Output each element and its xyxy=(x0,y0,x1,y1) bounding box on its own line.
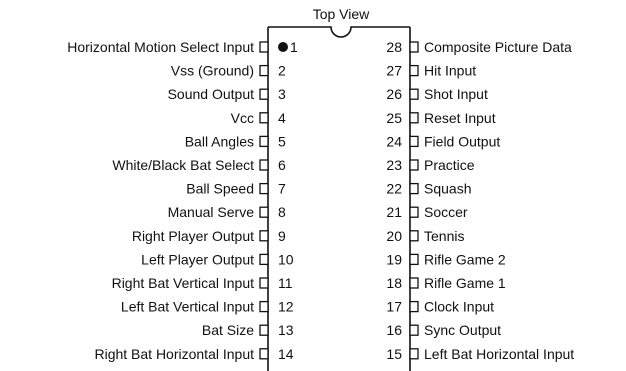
pin-label: Bat Size xyxy=(201,322,254,339)
pin-number: 11 xyxy=(278,275,293,291)
pin-number: 4 xyxy=(278,109,286,126)
pin-pad xyxy=(260,302,268,312)
pin-label: Hit Input xyxy=(424,62,477,79)
pin-label: Left Bat Horizontal Input xyxy=(424,345,575,362)
pin-number: 23 xyxy=(386,157,402,173)
pin-label: Vss (Ground) xyxy=(170,62,254,79)
pin-pad xyxy=(260,254,268,264)
pin-label: Rifle Game 1 xyxy=(424,275,506,291)
pin-pad xyxy=(260,231,268,241)
pin-number: 8 xyxy=(278,204,286,221)
pin-number: 15 xyxy=(386,345,402,362)
pin-label: White/Black Bat Select xyxy=(112,157,254,173)
pin-pad xyxy=(410,66,418,76)
pin-pad xyxy=(410,160,418,170)
chip-top-notch xyxy=(268,27,410,37)
pin-number: 1 xyxy=(290,39,298,55)
pin-label: Clock Input xyxy=(424,298,495,315)
pin1-indicator-dot xyxy=(278,42,288,52)
pin-pad xyxy=(410,184,418,194)
pin-number: 16 xyxy=(386,322,402,339)
pin-number: 20 xyxy=(386,227,402,244)
pin-number: 3 xyxy=(278,86,286,103)
pin-number: 10 xyxy=(278,251,294,268)
pin-number: 13 xyxy=(278,322,294,339)
pin-label: Ball Angles xyxy=(184,133,254,150)
pin-label: Sync Output xyxy=(424,322,502,339)
pin-number: 25 xyxy=(386,109,402,126)
pin-label: Composite Picture Data xyxy=(424,39,572,55)
pin-label: Ball Speed xyxy=(186,180,254,197)
pin-label: Sound Output xyxy=(167,86,254,103)
pin-label: Shot Input xyxy=(424,86,488,103)
pin-number: 14 xyxy=(278,345,294,362)
pin-number: 21 xyxy=(386,204,402,221)
pin-label: Practice xyxy=(424,157,475,173)
pin-number: 18 xyxy=(386,275,402,291)
pin-pad xyxy=(260,113,268,123)
pin-pad xyxy=(410,325,418,335)
pin-pad xyxy=(410,42,418,52)
left-pin-column xyxy=(67,39,298,362)
pin-label: Left Player Output xyxy=(141,251,254,268)
pin-label: Right Player Output xyxy=(131,227,254,244)
pin-pad xyxy=(410,136,418,146)
pin-pad xyxy=(260,66,268,76)
pin-number: 7 xyxy=(278,180,286,197)
pin-number: 22 xyxy=(386,180,402,197)
pin-number: 24 xyxy=(386,133,402,150)
pin-label: Horizontal Motion Select Input xyxy=(67,39,254,55)
pin-pad xyxy=(410,113,418,123)
pin-pad xyxy=(410,207,418,217)
pin-label: Manual Serve xyxy=(167,204,254,221)
pin-number: 19 xyxy=(386,251,402,268)
pin-pad xyxy=(260,278,268,288)
pin-number: 9 xyxy=(278,227,286,244)
pin-label: Right Bat Vertical Input xyxy=(111,275,254,291)
pin-pad xyxy=(410,89,418,99)
pin-number: 12 xyxy=(278,298,294,315)
pin-pad xyxy=(410,278,418,288)
right-pin-column xyxy=(386,39,574,362)
pin-number: 28 xyxy=(386,39,402,55)
pin-pad xyxy=(260,349,268,359)
pin-number: 5 xyxy=(278,133,286,150)
pin-pad xyxy=(410,302,418,312)
pin-label: Right Bat Horizontal Input xyxy=(94,345,254,362)
pin-label: Field Output xyxy=(424,133,501,150)
pin-label: Reset Input xyxy=(424,109,496,126)
pin-pad xyxy=(260,207,268,217)
pin-pad xyxy=(260,325,268,335)
pin-number: 26 xyxy=(386,86,402,103)
pin-label: Vcc xyxy=(230,109,254,126)
pin-number: 17 xyxy=(386,298,402,315)
pin-pad xyxy=(260,89,268,99)
pin-label: Tennis xyxy=(424,227,465,244)
pin-number: 6 xyxy=(278,157,286,173)
pin-pad xyxy=(260,136,268,146)
pin-pad xyxy=(410,231,418,241)
pin-label: Soccer xyxy=(424,204,468,221)
pin-label: Left Bat Vertical Input xyxy=(120,298,254,315)
pin-number: 27 xyxy=(386,62,402,79)
pin-pad xyxy=(260,160,268,170)
pin-pad xyxy=(260,184,268,194)
pin-label: Squash xyxy=(424,180,472,197)
pin-pad xyxy=(410,254,418,264)
pin-pad xyxy=(260,42,268,52)
pin-label: Rifle Game 2 xyxy=(424,251,506,268)
diagram-title: Top View xyxy=(312,6,370,22)
pin-pad xyxy=(410,349,418,359)
pin-number: 2 xyxy=(278,62,286,79)
